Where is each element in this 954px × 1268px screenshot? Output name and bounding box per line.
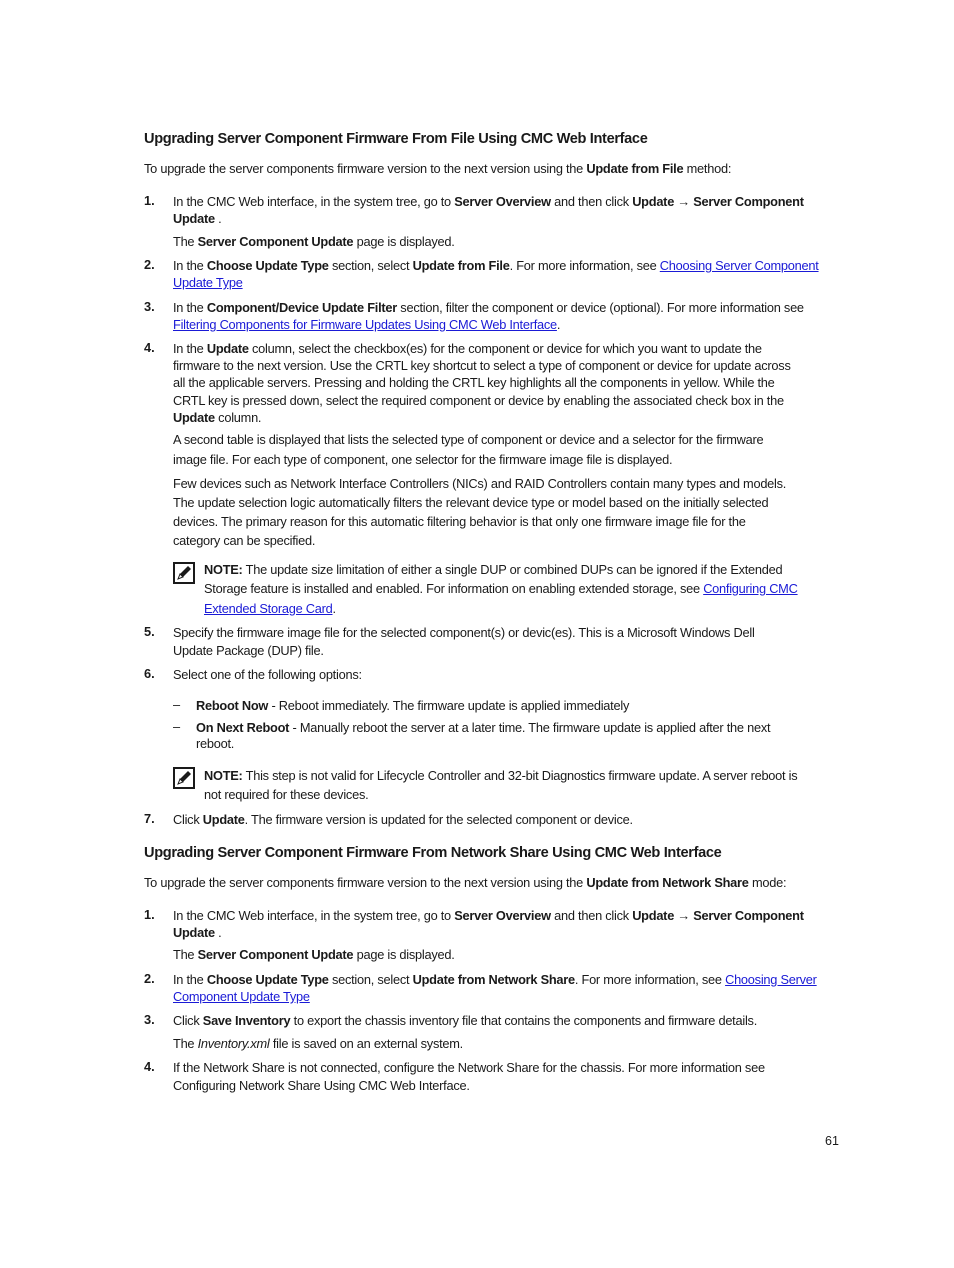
filtering-components-link[interactable]: Filtering Components for Firmware Updates Using CMC Web Interface bbox=[173, 317, 557, 332]
step-text: In the Choose Update Type section, select Update from File. For more information, see Choosing Server Component bbox=[173, 258, 819, 273]
step-text: In the Component/Device Update Filter section, filter the component or device (optional). For more information see bbox=[173, 300, 804, 315]
note-text-line: Extended Storage Card. bbox=[204, 601, 336, 616]
intro-paragraph: To upgrade the server components firmware version to the next version using the Update from Network Share mode: bbox=[144, 875, 787, 890]
note-text-line: Storage feature is installed and enabled. For information on enabling extended storage, see Configuring CMC bbox=[204, 581, 798, 596]
page-number: 61 bbox=[825, 1134, 839, 1148]
option-text-line: reboot. bbox=[196, 736, 235, 751]
component-update-type-link[interactable]: Component Update Type bbox=[173, 989, 310, 1004]
step-number: 5. bbox=[144, 624, 155, 639]
step-text-continued bbox=[173, 274, 243, 291]
note-text: NOTE: This step is not valid for Lifecycle Controller and 32-bit Diagnostics firmware update. A server reboot is bbox=[204, 768, 798, 783]
note-text: NOTE: The update size limitation of either a single DUP or combined DUPs can be ignored if the Extended bbox=[204, 562, 783, 577]
step-result: The Server Component Update page is displayed. bbox=[173, 234, 455, 249]
configuring-cmc-link[interactable]: Configuring CMC bbox=[703, 581, 798, 596]
step-text-line: Update Package (DUP) file. bbox=[173, 643, 324, 658]
step-number: 1. bbox=[144, 907, 155, 922]
step-text: In the Update column, select the checkbox(es) for the component or device for which you want to update the bbox=[173, 341, 762, 356]
step-result: The Server Component Update page is displayed. bbox=[173, 947, 455, 962]
note-pencil-icon bbox=[173, 767, 195, 789]
step-number: 3. bbox=[144, 299, 155, 314]
section-heading: Upgrading Server Component Firmware From File Using CMC Web Interface bbox=[144, 131, 648, 147]
step-text-continued: Update . bbox=[173, 211, 222, 226]
step-text: In the CMC Web interface, in the system tree, go to Server Overview and then click Update → Server Component bbox=[173, 194, 804, 209]
step-text-continued bbox=[173, 988, 310, 1005]
step-text: In the CMC Web interface, in the system tree, go to Server Overview and then click Update → Server Component bbox=[173, 908, 804, 923]
choosing-server-link[interactable]: Choosing Server bbox=[725, 972, 817, 987]
paragraph-line: Few devices such as Network Interface Controllers (NICs) and RAID Controllers contain many types and models. bbox=[173, 476, 787, 491]
step-text: If the Network Share is not connected, configure the Network Share for the chassis. For more information see bbox=[173, 1060, 765, 1075]
note-text-line: not required for these devices. bbox=[204, 787, 369, 802]
step-number: 2. bbox=[144, 257, 155, 272]
step-number: 7. bbox=[144, 811, 155, 826]
paragraph-line: The update selection logic automatically filters the relevant device type or model based on the initially selected bbox=[173, 495, 769, 510]
step-number: 4. bbox=[144, 340, 155, 355]
step-text: Select one of the following options: bbox=[173, 667, 362, 682]
list-dash: – bbox=[173, 697, 181, 712]
step-number: 4. bbox=[144, 1059, 155, 1074]
step-text-continued: Filtering Components for Firmware Updates Using CMC Web Interface. bbox=[173, 317, 561, 332]
list-dash: – bbox=[173, 719, 181, 734]
step-number: 6. bbox=[144, 666, 155, 681]
step-text-continued: Update . bbox=[173, 925, 222, 940]
choosing-server-component-link[interactable]: Choosing Server Component bbox=[659, 258, 819, 273]
step-number: 3. bbox=[144, 1012, 155, 1027]
step-text: Click Update. The firmware version is updated for the selected component or device. bbox=[173, 812, 633, 827]
note-pencil-icon bbox=[173, 562, 195, 584]
step-text-line: CRTL key is pressed down, select the required component or device by enabling the associated check box in the bbox=[173, 393, 784, 408]
step-text: Click Save Inventory to export the chassis inventory file that contains the components and firmware details. bbox=[173, 1013, 757, 1028]
intro-paragraph: To upgrade the server components firmware version to the next version using the Update from File method: bbox=[144, 161, 732, 176]
step-number: 1. bbox=[144, 193, 155, 208]
step-text: Specify the firmware image file for the selected component(s) or devic(es). This is a Microsoft Windows Dell bbox=[173, 625, 755, 640]
extended-storage-card-link[interactable]: Extended Storage Card bbox=[204, 601, 333, 616]
option-reboot-now: Reboot Now - Reboot immediately. The firmware update is applied immediately bbox=[196, 698, 630, 713]
paragraph-line: A second table is displayed that lists the selected type of component or device and a selector for the firmware bbox=[173, 432, 764, 447]
update-type-link[interactable]: Update Type bbox=[173, 275, 243, 290]
step-text-line: Configuring Network Share Using CMC Web Interface. bbox=[173, 1078, 470, 1093]
step-text-line: Update column. bbox=[173, 410, 262, 425]
paragraph-line: category can be specified. bbox=[173, 533, 316, 548]
section-heading: Upgrading Server Component Firmware From Network Share Using CMC Web Interface bbox=[144, 845, 722, 861]
step-text-line: all the applicable servers. Pressing and holding the CRTL key highlights all the components in yellow. While the bbox=[173, 375, 775, 390]
paragraph-line: image file. For each type of component, one selector for the firmware image file is displayed. bbox=[173, 452, 673, 467]
step-number: 2. bbox=[144, 971, 155, 986]
step-text: In the Choose Update Type section, select Update from Network Share. For more information, see Choosing Server bbox=[173, 972, 817, 987]
step-text-line: firmware to the next version. Use the CRTL key shortcut to select a type of component or device for update across bbox=[173, 358, 791, 373]
paragraph-line: devices. The primary reason for this automatic filtering behavior is that only one firmware image file for the bbox=[173, 514, 746, 529]
option-on-next-reboot: On Next Reboot - Manually reboot the server at a later time. The firmware update is applied after the next bbox=[196, 720, 771, 735]
step-result: The Inventory.xml file is saved on an external system. bbox=[173, 1036, 463, 1051]
